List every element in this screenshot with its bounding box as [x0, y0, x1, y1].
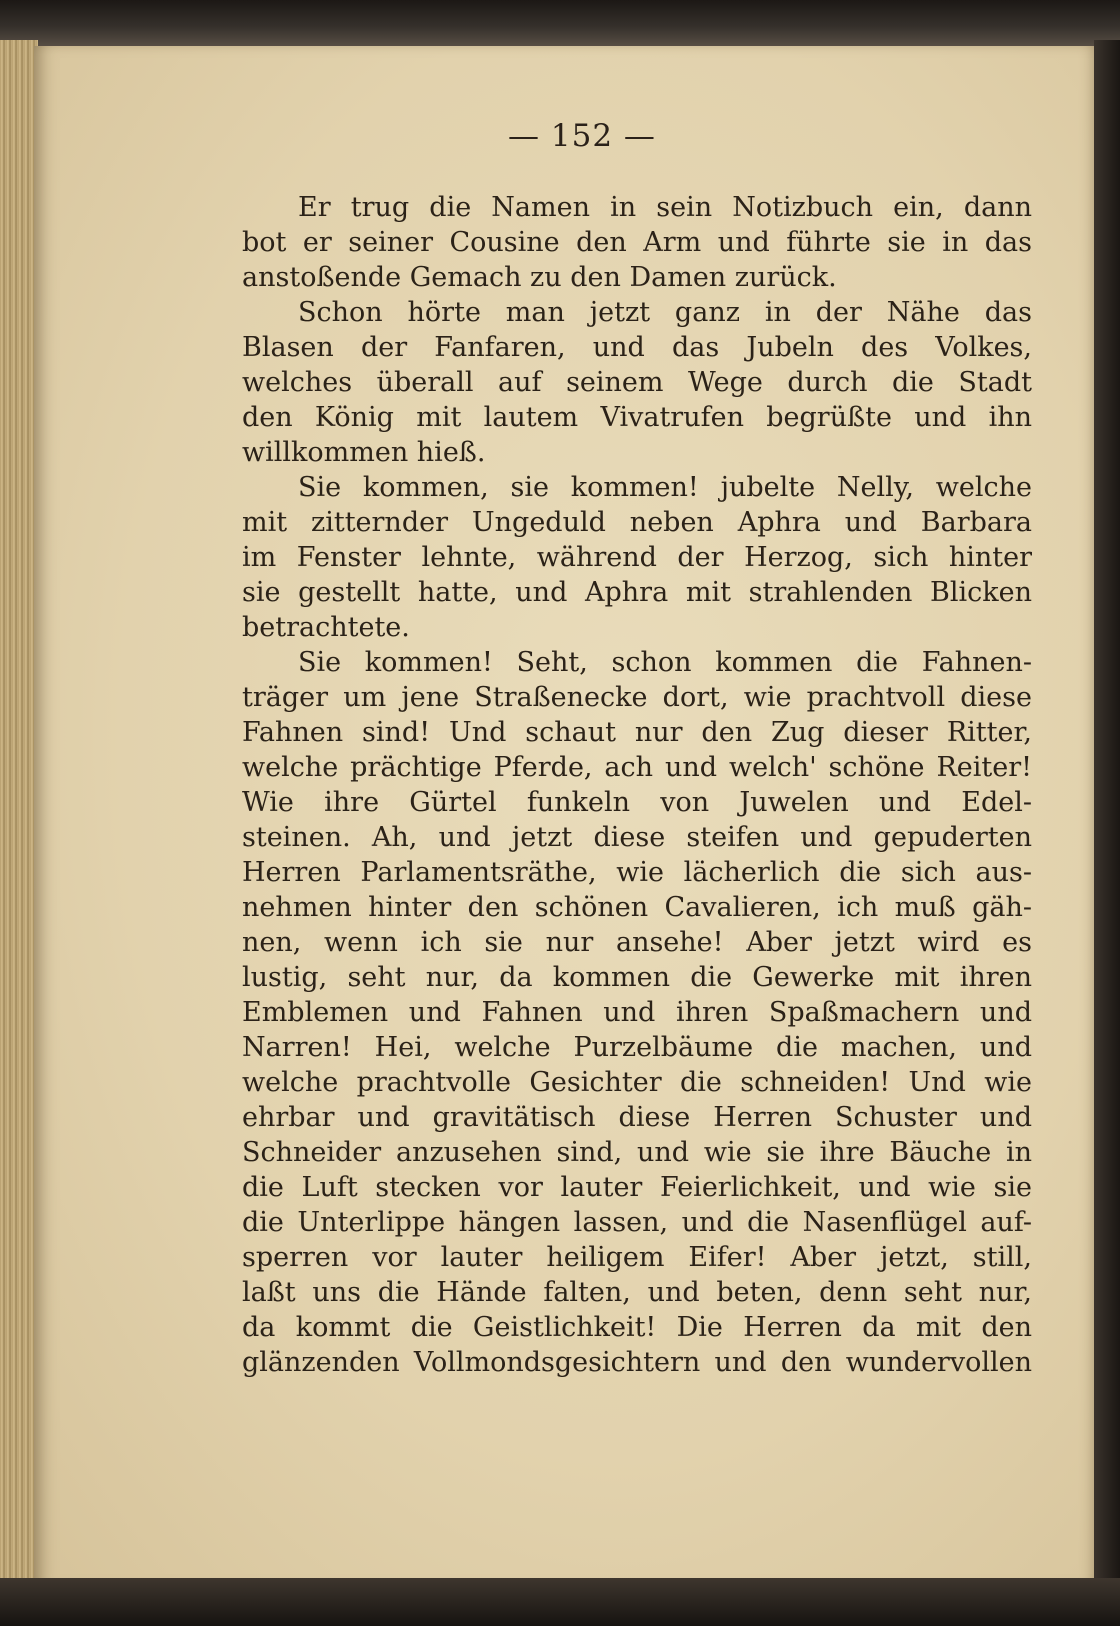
text-line: willkommen hieß. — [242, 437, 486, 468]
text-line: Sie kommen! Seht, schon kommen die Fahnen- — [298, 647, 1032, 678]
text-line: steinen. Ah, und jetzt diese steifen und gepuderten — [242, 822, 1032, 853]
text-line: im Fenster lehnte, während der Herzog, sich hinter — [242, 542, 1032, 573]
page-number: — 152 — — [508, 118, 656, 154]
text-line: nehmen hinter den schönen Cavalieren, ich muß gäh- — [242, 892, 1032, 923]
text-line: die Unterlippe hängen lassen, und die Nasenflügel auf- — [242, 1207, 1032, 1238]
text-line: ehrbar und gravitätisch diese Herren Schuster und — [242, 1102, 1032, 1133]
body-text — [242, 190, 1032, 1380]
text-line: Schon hörte man jetzt ganz in der Nähe das — [298, 297, 1032, 328]
text-line: welche prachtvolle Gesichter die schneiden! Und wie — [242, 1067, 1032, 1098]
text-line: Blasen der Fanfaren, und das Jubeln des Volkes, — [242, 332, 1032, 363]
text-line: bot er seiner Cousine den Arm und führte sie in das — [242, 227, 1032, 258]
right-cover-edge — [1094, 40, 1120, 1580]
text-line: sie gestellt hatte, und Aphra mit strahlenden Blicken — [242, 577, 1032, 608]
text-line: welches überall auf seinem Wege durch die Stadt — [242, 367, 1032, 398]
text-line: Narren! Hei, welche Purzelbäume die machen, und — [242, 1032, 1032, 1063]
text-line: Herren Parlamentsräthe, wie lächerlich die sich aus- — [242, 857, 1032, 888]
text-line: Fahnen sind! Und schaut nur den Zug dieser Ritter, — [242, 717, 1032, 748]
text-line: nen, wenn ich sie nur ansehe! Aber jetzt wird es — [242, 927, 1032, 958]
text-line: Er trug die Namen in sein Notizbuch ein, dann — [298, 192, 1032, 223]
text-line: Emblemen und Fahnen und ihren Spaßmachern und — [242, 997, 1032, 1028]
bottom-cover-edge — [0, 1578, 1120, 1626]
text-line: sperren vor lauter heiligem Eifer! Aber jetzt, still, — [242, 1242, 1032, 1273]
text-line: träger um jene Straßenecke dort, wie prachtvoll diese — [242, 682, 1032, 713]
text-line: den König mit lautem Vivatrufen begrüßte und ihn — [242, 402, 1032, 433]
text-line: mit zitternder Ungeduld neben Aphra und Barbara — [242, 507, 1032, 538]
text-line: die Luft stecken vor lauter Feierlichkeit, und wie sie — [242, 1172, 1032, 1203]
text-line: Schneider anzusehen sind, und wie sie ihre Bäuche in — [242, 1137, 1032, 1168]
text-line: Sie kommen, sie kommen! jubelte Nelly, welche — [298, 472, 1032, 503]
text-line: Wie ihre Gürtel funkeln von Juwelen und Edel- — [242, 787, 1032, 818]
text-line: da kommt die Geistlichkeit! Die Herren da mit den — [242, 1312, 1032, 1343]
top-binding — [0, 0, 1120, 48]
page-edges — [0, 40, 38, 1580]
text-line: anstoßende Gemach zu den Damen zurück. — [242, 262, 837, 293]
text-line: lustig, seht nur, da kommen die Gewerke mit ihren — [242, 962, 1032, 993]
text-line: betrachtete. — [242, 612, 410, 643]
text-line: welche prächtige Pferde, ach und welch' schöne Reiter! — [242, 752, 1032, 783]
text-line: laßt uns die Hände falten, und beten, denn seht nur, — [242, 1277, 1032, 1308]
text-line: glänzenden Vollmondsgesichtern und den wundervollen — [242, 1347, 1032, 1378]
